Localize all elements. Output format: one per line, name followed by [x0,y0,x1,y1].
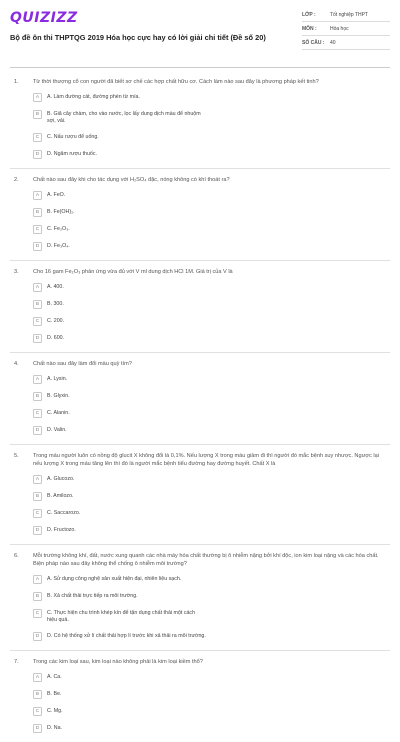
option-text: D. Fructozo. [47,527,76,533]
option-letter-box: B [33,110,42,119]
meta-value: Tốt nghiệp THPT [330,11,368,18]
answer-option[interactable] [33,633,216,641]
answer-option[interactable] [33,226,216,234]
answer-option[interactable] [33,674,216,682]
question-header [0,452,400,468]
answer-options [0,284,400,352]
question-text: Chất nào sau đây làm đổi màu quỳ tím? [33,361,132,367]
option-letter-box: D [33,526,42,535]
option-text: C. Mg. [47,708,63,714]
answer-option[interactable] [33,593,216,601]
option-text: C. Fe₂O₃. [47,226,70,232]
question-text: Cho 16 gam Fe₂O₃ phản ứng vừa đủ với V ml dung dịch HCl 1M. Giá trị của V là [33,269,233,275]
option-letter-box: D [33,150,42,159]
option-text: A. FeO. [47,192,66,198]
question-item [0,658,400,742]
question-number: 1. [14,79,19,85]
option-text: B. 300. [47,301,64,307]
question-item [0,78,400,168]
answer-options [0,192,400,260]
meta-label: LỚP : [302,11,316,18]
option-letter-box: B [33,592,42,601]
question-text: Trong máu người luôn có nồng độ glucit X không đổi là 0,1%. Nếu lượng X trong máu giảm đi thì người đó mắc bệnh suy nhược. Ngược lại nếu lượng X trong máu tăng lên thì đó là người mắc bệnh tiểu đường hay đường huyết. Chất X là [33,453,379,467]
question-number: 3. [14,269,19,275]
meta-label: SỐ CÂU : [302,39,325,46]
answer-option[interactable] [33,610,216,624]
option-text: A. 400. [47,284,64,290]
option-letter-box: B [33,492,42,501]
question-header [0,360,400,368]
option-text: C. 200. [47,318,65,324]
question-number: 5. [14,453,19,459]
question-divider [10,352,390,353]
answer-option[interactable] [33,301,216,309]
option-letter-box: B [33,392,42,401]
meta-value: Hóa học [330,25,349,32]
answer-options [0,94,400,168]
worksheet-meta [302,8,390,50]
answer-options [0,674,400,742]
option-letter-box: D [33,426,42,435]
option-text: B. Giã cây chàm, cho vào nước, lọc lấy dung dịch màu để nhuộm sợi, vải. [47,111,201,124]
meta-value: 40 [330,39,336,46]
option-letter-box: D [33,632,42,641]
option-text: B. Amilozo. [47,493,74,499]
option-text: C. Nấu rượu để uống. [47,134,99,140]
option-letter-box: B [33,208,42,217]
meta-row-class [302,8,390,22]
option-letter-box: A [33,475,42,484]
option-letter-box: C [33,133,42,142]
question-text: Trong các kim loại sau, kim loại nào không phải là kim loại kiềm thổ? [33,659,203,665]
question-header [0,552,400,568]
option-text: A. Ca. [47,674,62,680]
option-letter-box: C [33,509,42,518]
option-text: A. Lysin. [47,376,68,382]
option-text: B. Be. [47,691,62,697]
question-item [0,452,400,544]
answer-option[interactable] [33,410,216,418]
option-letter-box: A [33,283,42,292]
question-item [0,360,400,444]
option-letter-box: C [33,225,42,234]
question-item [0,268,400,352]
answer-option[interactable] [33,335,216,343]
option-letter-box: B [33,300,42,309]
option-letter-box: C [33,609,42,618]
answer-option[interactable] [33,284,216,292]
question-header [0,78,400,86]
option-text: D. Có hệ thống xử lí chất thải hợp lí trước khi xả thải ra môi trường. [47,633,206,639]
answer-option[interactable] [33,708,216,716]
answer-option[interactable] [33,192,216,200]
option-text: C. Alanin. [47,410,70,416]
question-number: 6. [14,553,19,559]
option-text: C. Saccarozo. [47,510,81,516]
question-item [0,176,400,260]
answer-option[interactable] [33,427,216,435]
quizizz-logo[interactable]: QUIZIZZ [10,10,78,26]
option-letter-box: D [33,242,42,251]
answer-option[interactable] [33,576,216,584]
answer-option[interactable] [33,725,216,733]
answer-option[interactable] [33,111,216,125]
meta-label: MÔN : [302,25,317,32]
question-text: Từ thời thượng cổ con người đã biết sơ chế các hợp chất hữu cơ. Cách làm nào sau đây là phương pháp kết tinh? [33,79,319,85]
option-letter-box: C [33,317,42,326]
question-number: 2. [14,177,19,183]
option-text: B. Glyxin. [47,393,70,399]
header-divider [10,67,390,68]
option-text: D. Valin. [47,427,67,433]
option-text: D. Na. [47,725,63,731]
option-letter-box: D [33,724,42,733]
option-letter-box: D [33,334,42,343]
answer-option[interactable] [33,318,216,326]
option-text: A. Làm đường cát, đường phèn từ mía. [47,94,140,100]
question-list [0,78,400,742]
option-text: B. Fe(OH)₂. [47,209,75,215]
question-item [0,552,400,650]
worksheet-header [10,8,390,68]
answer-options [0,376,400,444]
answer-option[interactable] [33,393,216,401]
question-divider [10,260,390,261]
option-letter-box: C [33,409,42,418]
answer-option[interactable] [33,243,216,251]
question-number: 4. [14,361,19,367]
question-text: Chất nào sau đây khi cho tác dụng với H₂SO₄ đặc, nóng không có khí thoát ra? [33,177,230,183]
answer-option[interactable] [33,476,216,484]
option-text: D. 600. [47,335,65,341]
meta-row-subject [302,22,390,36]
option-text: D. Ngâm rượu thuốc. [47,151,97,157]
answer-option[interactable] [33,151,216,159]
question-text: Mỗi trường không khí, đất, nước xung quanh các nhà máy hóa chất thường bị ô nhiễm nặng bởi khí độc, ion kim loại nặng và các hóa chất. Biện pháp nào sau đây không thể chống ô nhiễm môi trường? [33,553,379,567]
option-text: C. Thực hiện chu trình khép kín để tận dụng chất thải một cách hiệu quả. [47,610,196,623]
answer-options [0,476,400,544]
option-text: A. Sử dụng công nghệ sản xuất hiện đại, nhiên liệu sạch. [47,576,182,582]
answer-option[interactable] [33,209,216,217]
question-divider [10,444,390,445]
option-letter-box: A [33,673,42,682]
option-letter-box: C [33,707,42,716]
option-letter-box: B [33,690,42,699]
answer-option[interactable] [33,134,216,142]
answer-option[interactable] [33,376,216,384]
option-text: A. Glucozo. [47,476,75,482]
question-header [0,176,400,184]
option-text: B. Xả chất thải trực tiếp ra môi trường. [47,593,138,599]
question-number: 7. [14,659,19,665]
question-header [0,268,400,276]
page-title: Bộ đề ôn thi THPTQG 2019 Hóa học cực hay có lời giải chi tiết (Đề số 20) [10,33,266,42]
answer-option[interactable] [33,527,216,535]
question-divider [10,650,390,651]
answer-option[interactable] [33,691,216,699]
option-text: D. Fe₃O₄. [47,243,70,249]
question-header [0,658,400,666]
answer-options [0,576,400,650]
option-letter-box: A [33,375,42,384]
option-letter-box: A [33,93,42,102]
option-letter-box: A [33,191,42,200]
option-letter-box: A [33,575,42,584]
question-divider [10,544,390,545]
meta-row-count [302,36,390,50]
answer-option[interactable] [33,510,216,518]
question-divider [10,168,390,169]
answer-option[interactable] [33,493,216,501]
answer-option[interactable] [33,94,216,102]
